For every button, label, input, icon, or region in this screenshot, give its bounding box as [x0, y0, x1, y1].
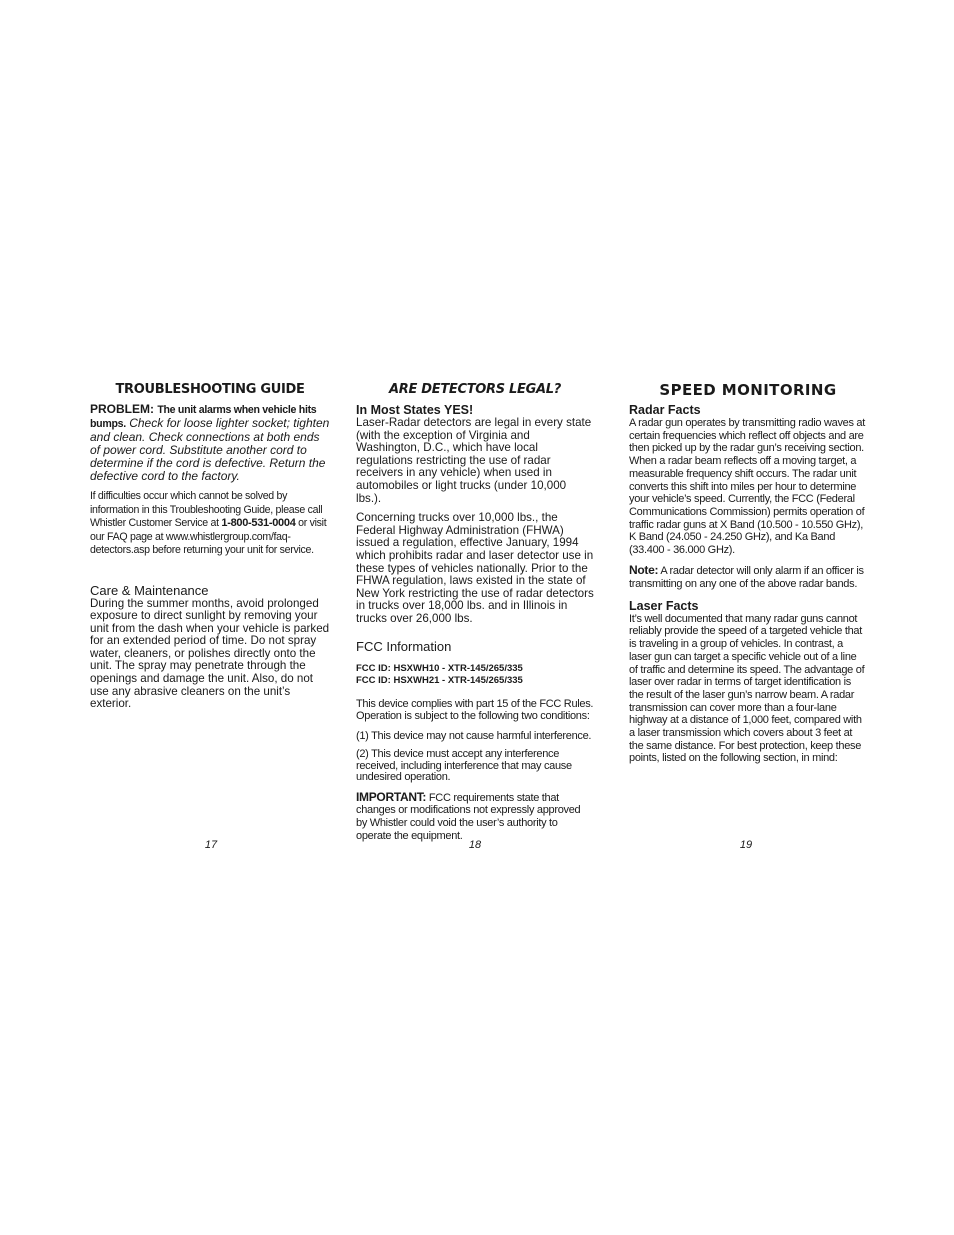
laser-facts-heading: Laser Facts [629, 598, 699, 613]
troubleshooting-column [90, 380, 330, 711]
care-maintenance-heading: Care & Maintenance [90, 582, 209, 598]
important-label: IMPORTANT: [356, 789, 427, 804]
laser-facts-text: It’s well documented that many radar guns cannot reliably provide the speed of a targeted vehicle that is traveling in a group of vehicles. In contrast, a laser gun can target a specific vehicle out of a line of traffic and determine its speed. The advantage of laser over radar in terms of target identification is the result of the laser gun’s narrow beam. A radar transmission can cover more than a four-lane highway at a distance of 1,000 feet, compared with a laser transmission which covers about 3 feet at the same distance. For best protection, keep these points, listed on the following section, in mind: [629, 612, 865, 765]
customer-service-phone: 1-800-531-0004 [221, 517, 296, 529]
page-number-17: 17 [204, 839, 218, 851]
important-text: FCC requirements state that changes or modifications not expressly approved by Whistler could void the user’s authority to operate the equipment. [356, 791, 581, 842]
speed-monitoring-column [629, 380, 867, 765]
problem-text: The unit alarms when vehicle hits bumps. [90, 404, 317, 430]
difficulties-text-2: or visit our FAQ page at www.whistlergroup.com/faq-detectors.asp before returning your unit for service. [90, 517, 327, 556]
note-label: Note: [629, 562, 659, 577]
page-number-18: 18 [468, 839, 482, 851]
fcc-id-2: FCC ID: HSXWH21 - XTR-145/265/335 [356, 674, 523, 686]
legal-heading: ARE DETECTORS LEGAL? [389, 382, 561, 397]
fcc-information-heading: FCC Information [356, 638, 452, 654]
speed-monitoring-heading: SPEED MONITORING [659, 381, 837, 399]
fcc-condition-2: (2) This device must accept any interference received, including interference that may cause undesired operation. [356, 748, 572, 784]
problem-paragraph [90, 403, 330, 483]
radar-facts-text: A radar gun operates by transmitting radio waves at certain frequencies which reflect off objects and are then picked up by the radar gun’s receiving section. When a radar beam reflects off a moving target, a measurable frequency shift occurs. The radar unit converts this shift into miles per hour to determine your vehicle’s speed. Currently, the FCC (Federal Communications Commission) permits operation of traffic radar guns at X Band (10.500 - 10.550 GHz), K Band (24.050 - 24.250 GHz), and Ka Band (33.400 - 36.000 GHz). [629, 417, 866, 557]
difficulties-paragraph [90, 490, 330, 558]
troubleshooting-heading: TROUBLESHOOTING GUIDE [115, 382, 305, 397]
fcc-id-1: FCC ID: HSXWH10 - XTR-145/265/335 [356, 662, 523, 674]
note-text: A radar detector will only alarm if an officer is transmitting on any one of the above radar bands. [629, 564, 864, 590]
fcc-condition-1: (1) This device may not cause harmful interference. [356, 729, 592, 742]
problem-solution: Check for loose lighter socket; tighten and clean. Check connections at both ends of power cord. Substitute another cord to determine if the cord is defective. Return the defective cord to the factory. [90, 416, 330, 483]
legal-column [356, 380, 594, 842]
legal-paragraph-2: Concerning trucks over 10,000 lbs., the Federal Highway Administration (FHWA) issued a regulation, effective January, 1994 which prohibits radar and laser detector use in these types of vehicles nationally. Prior to the FHWA regulation, laws existed in the state of New York restricting the use of radar detectors in trucks over 18,000 lbs. and in Illinois in trucks over 26,000 lbs. [356, 511, 594, 625]
care-maintenance-text: During the summer months, avoid prolonged exposure to direct sunlight by removing your unit from the dash when your vehicle is parked for an extended period of time. Do not spray water, cleaners, or polishes directly onto the unit. The spray may penetrate through the openings and damage the unit. Also, do not use any abrasive cleaners on the unit’s exterior. [90, 596, 330, 711]
page-number-19: 19 [739, 839, 753, 851]
fcc-compliance-text: This device complies with part 15 of the FCC Rules. Operation is subject to the following two conditions: [356, 697, 594, 723]
important-paragraph [356, 791, 594, 842]
note-paragraph [629, 564, 867, 591]
problem-label: PROBLEM: [90, 402, 154, 416]
difficulties-text-1: If difficulties occur which cannot be solved by information in this Troubleshooting Guide, please call Whistler Customer Service at [90, 490, 323, 529]
legal-paragraph-1: Laser-Radar detectors are legal in every state (with the exception of Virginia and Washington, D.C., which have local regulations restricting the use of radar receivers in any vehicle) when used in automobiles or light trucks (under 10,000 lbs.). [356, 416, 592, 505]
most-states-subheading: In Most States YES! [356, 403, 474, 417]
radar-facts-heading: Radar Facts [629, 403, 701, 417]
